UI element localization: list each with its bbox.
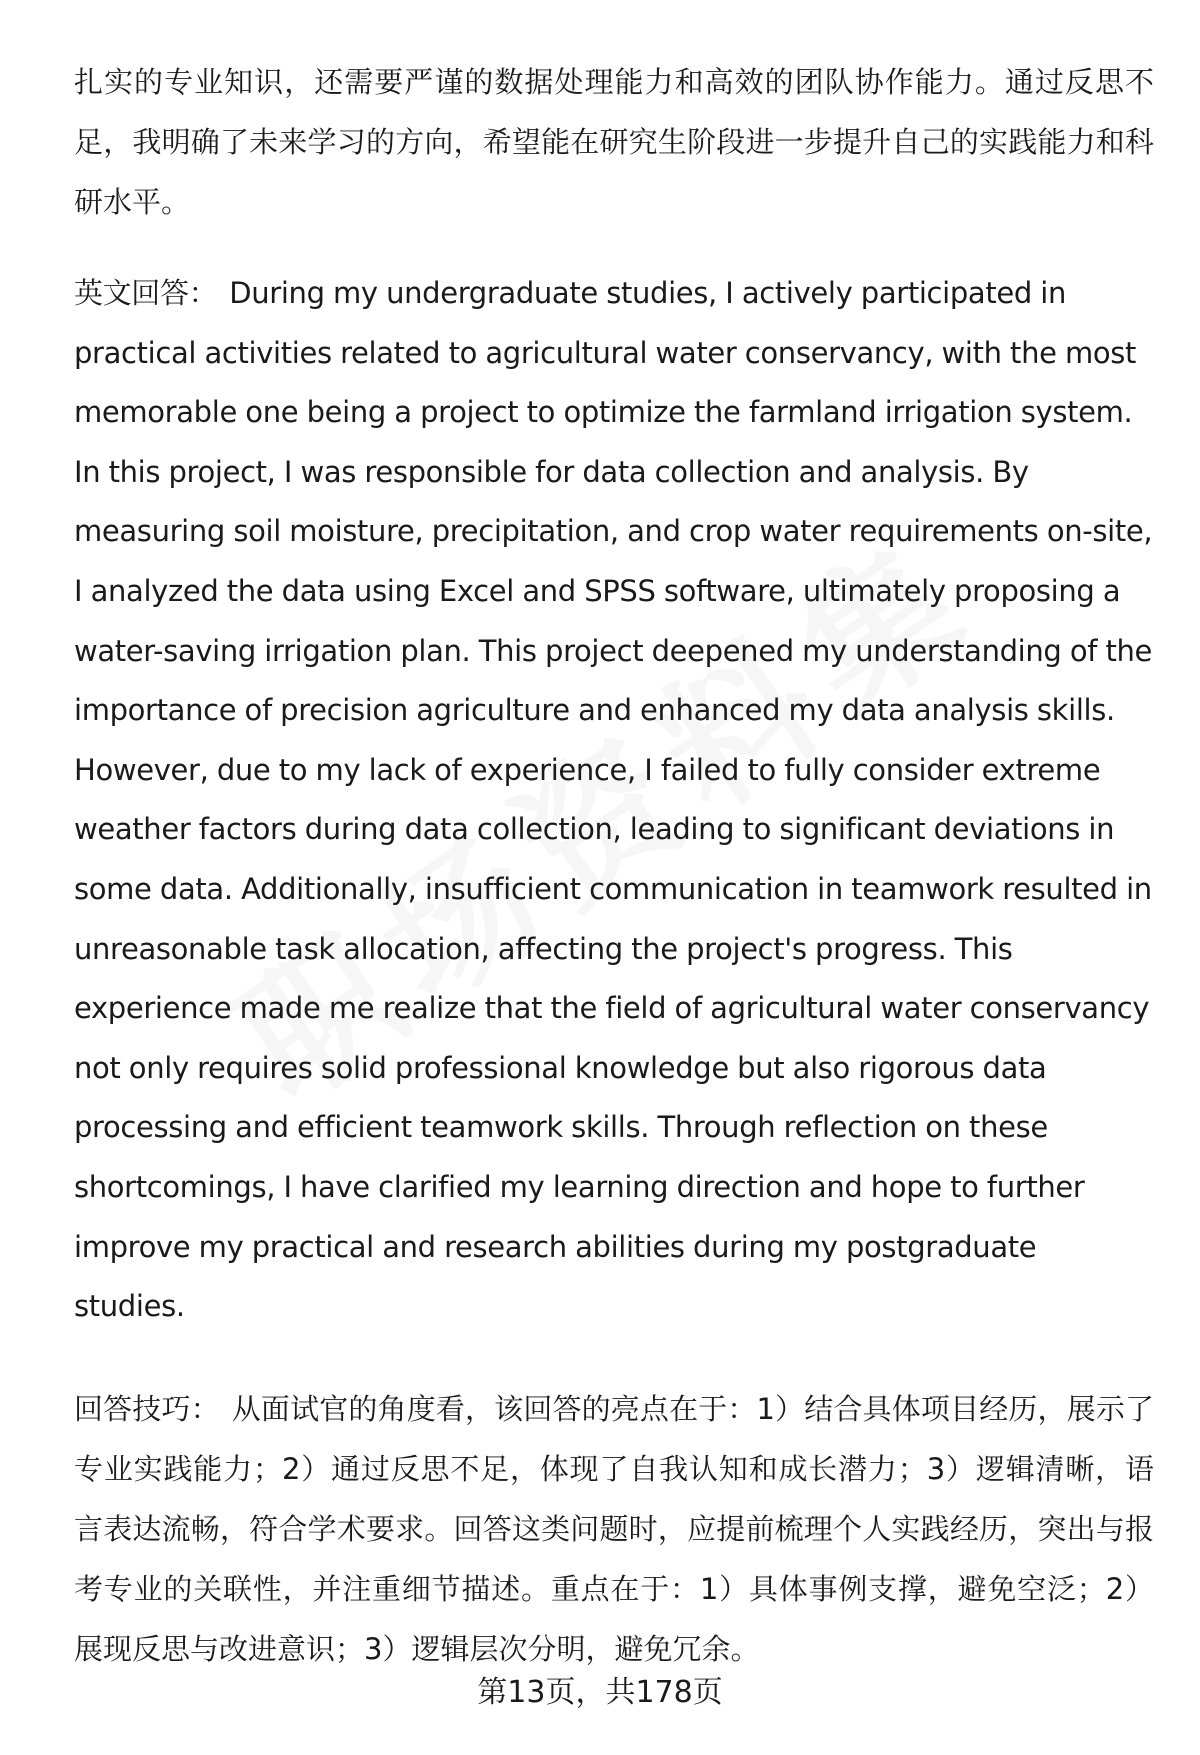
english-answer-label: 英文回答： (74, 276, 218, 310)
page-content (74, 52, 1154, 1679)
answer-tips-paragraph (74, 1379, 1154, 1679)
answer-tips-label: 回答技巧： (74, 1391, 220, 1426)
english-answer-paragraph (74, 264, 1154, 1337)
intro-continuation-paragraph: 扎实的专业知识，还需要严谨的数据处理能力和高效的团队协作能力。通过反思不足，我明确了未来学习的方向，希望能在研究生阶段进一步提升自己的实践能力和科研水平。 (74, 65, 1154, 219)
page-number-footer: 第13页，共178页 (477, 1675, 723, 1710)
english-answer-text: During my undergraduate studies, I actively participated in practical activities related to agricultural water conservancy, with the most memorable one being a project to optimize the farmland irrigation system. In this project, I was responsible for data collection and analysis. By measuring soil moisture, precipitation, and crop water requirements on-site, I analyzed the data using Excel and SPSS software, ultimately proposing a water-saving irrigation plan. This project deepened my understanding of the importance of precision agriculture and enhanced my data analysis skills. However, due to my lack of experience, I failed to fully consider extreme weather factors during data collection, leading to significant deviations in some data. Additionally, insufficient communication in teamwork resulted in unreasonable task allocation, affecting the project's progress. This experience made me realize that the field of agricultural water conservancy not only requires solid professional knowledge but also rigorous data processing and efficient teamwork skills. Through reflection on these shortcomings, I have clarified my learning direction and hope to further improve my practical and research abilities during my postgraduate studies. (74, 276, 1153, 1324)
answer-tips-text: 从面试官的角度看，该回答的亮点在于：1）结合具体项目经历，展示了专业实践能力；2）通过反思不足，体现了自我认知和成长潜力；3）逻辑清晰，语言表达流畅，符合学术要求。回答这类问题时，应提前梳理个人实践经历，突出与报考专业的关联性，并注重细节描述。重点在于：1）具体事例支撑，避免空泛；2）展现反思与改进意识；3）逻辑层次分明，避免冗余。 (74, 1391, 1154, 1666)
